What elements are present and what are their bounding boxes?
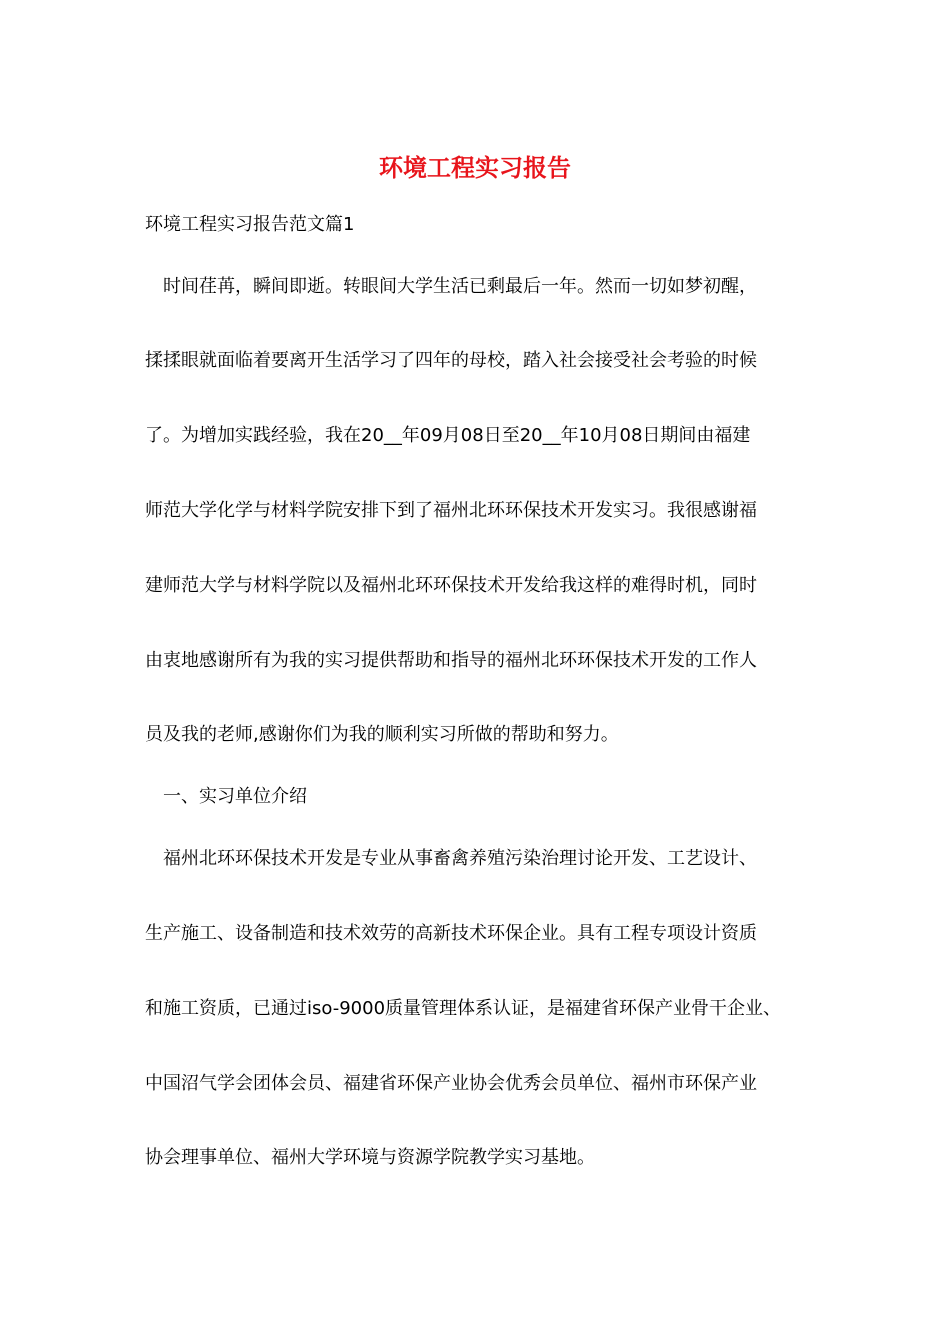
paragraph-1-line-1: 时间荏苒，瞬间即逝。转眼间大学生活已剩最后一年。然而一切如梦初醒， bbox=[163, 276, 757, 297]
paragraph-2-line-3: 和施工资质，已通过iso-9000质量管理体系认证，是福建省环保产业骨干企业、 bbox=[145, 998, 782, 1019]
paragraph-1-line-4: 师范大学化学与材料学院安排下到了福州北环环保技术开发实习。我很感谢福 bbox=[145, 500, 757, 521]
paragraph-2-line-5: 协会理事单位、福州大学环境与资源学院教学实习基地。 bbox=[145, 1147, 595, 1168]
paragraph-1-line-6: 由衷地感谢所有为我的实习提供帮助和指导的福州北环环保技术开发的工作人 bbox=[145, 650, 757, 671]
paragraph-2-line-4: 中国沼气学会团体会员、福建省环保产业协会优秀会员单位、福州市环保产业 bbox=[145, 1073, 757, 1094]
paragraph-2-line-1: 福州北环环保技术开发是专业从事畜禽养殖污染治理讨论开发、工艺设计、 bbox=[163, 848, 757, 869]
document-subtitle: 环境工程实习报告范文篇1 bbox=[145, 214, 355, 235]
section-heading: 一、实习单位介绍 bbox=[163, 786, 307, 807]
paragraph-1-line-7: 员及我的老师,感谢你们为我的顺利实习所做的帮助和努力。 bbox=[145, 724, 619, 745]
paragraph-1-line-2: 揉揉眼就面临着要离开生活学习了四年的母校，踏入社会接受社会考验的时候 bbox=[145, 350, 757, 371]
paragraph-2-line-2: 生产施工、设备制造和技术效劳的高新技术环保企业。具有工程专项设计资质 bbox=[145, 923, 757, 944]
paragraph-1-line-3: 了。为增加实践经验，我在20__年09月08日至20__年10月08日期间由福建 bbox=[145, 425, 751, 446]
paragraph-1-line-5: 建师范大学与材料学院以及福州北环环保技术开发给我这样的难得时机，同时 bbox=[145, 575, 757, 596]
document-title: 环境工程实习报告 bbox=[379, 153, 571, 182]
